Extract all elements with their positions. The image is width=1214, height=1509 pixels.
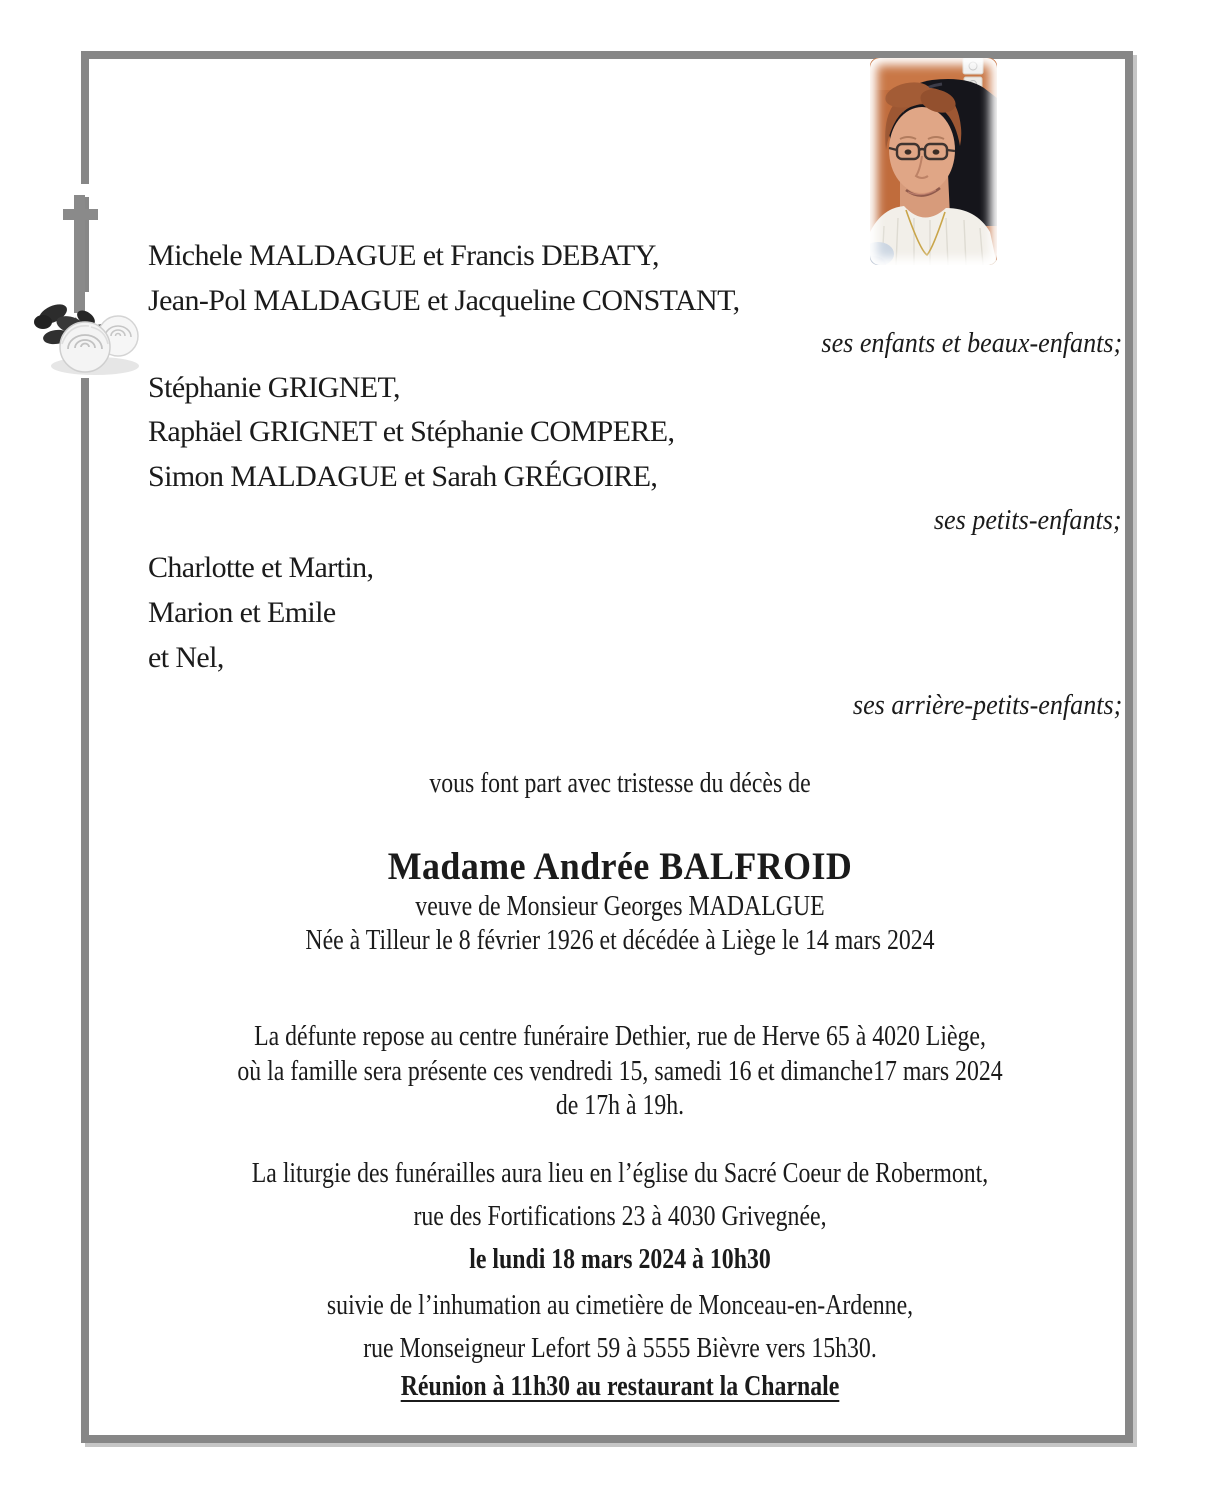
ceremony-line: rue Monseigneur Lefort 59 à 5555 Bièvre vers 15h30. xyxy=(363,1333,877,1364)
family-great-grandchild-line: Marion et Emile xyxy=(148,596,336,629)
ceremony-line: La liturgie des funérailles aura lieu en l’église du Sacré Coeur de Robermont, xyxy=(251,1158,989,1189)
family-grandchild-line: Raphäel GRIGNET et Stéphanie COMPERE, xyxy=(148,415,675,448)
family-child-line: Michele MALDAGUE et Francis DEBATY, xyxy=(148,239,659,272)
visitation-line: de 17h à 19h. xyxy=(555,1090,685,1121)
visitation-line: où la famille sera présente ces vendredi 15, samedi 16 et dimanche17 mars 2024 xyxy=(237,1056,1003,1087)
family-grandchild-line: Simon MALDAGUE et Sarah GRÉGOIRE, xyxy=(148,460,658,493)
visitation-line: La défunte repose au centre funéraire Dethier, rue de Herve 65 à 4020 Liège, xyxy=(254,1021,986,1052)
deceased-name: Madame Andrée BALFROID xyxy=(387,845,853,888)
ceremony-line: rue des Fortifications 23 à 4030 Grivegnée, xyxy=(413,1201,827,1232)
relation-caption-grandchildren: ses petits-enfants; xyxy=(934,504,1122,536)
family-great-grandchild-line: et Nel, xyxy=(148,641,224,674)
ceremony-reunion: Réunion à 11h30 au restaurant la Charnale xyxy=(400,1371,840,1402)
deceased-life-dates: Née à Tilleur le 8 février 1926 et décédée à Liège le 14 mars 2024 xyxy=(305,925,935,956)
family-grandchild-line: Stéphanie GRIGNET, xyxy=(148,371,400,404)
deceased-widow-of: veuve de Monsieur Georges MADALGUE xyxy=(415,891,825,922)
relation-caption-great-grandchildren: ses arrière-petits-enfants; xyxy=(852,689,1122,721)
family-great-grandchild-line: Charlotte et Martin, xyxy=(148,551,374,584)
cross-horizontal-bar xyxy=(63,209,98,220)
relation-caption-children: ses enfants et beaux-enfants; xyxy=(821,327,1122,359)
deceased-portrait-photo xyxy=(870,58,997,265)
ceremony-line: suivie de l’inhumation au cimetière de Monceau-en-Ardenne, xyxy=(326,1290,914,1321)
family-child-line: Jean-Pol MALDAGUE et Jacqueline CONSTANT, xyxy=(148,284,740,317)
white-roses-icon xyxy=(33,294,147,378)
ceremony-datetime: le lundi 18 mars 2024 à 10h30 xyxy=(469,1244,771,1275)
announcement-intro: vous font part avec tristesse du décès de xyxy=(429,768,811,799)
